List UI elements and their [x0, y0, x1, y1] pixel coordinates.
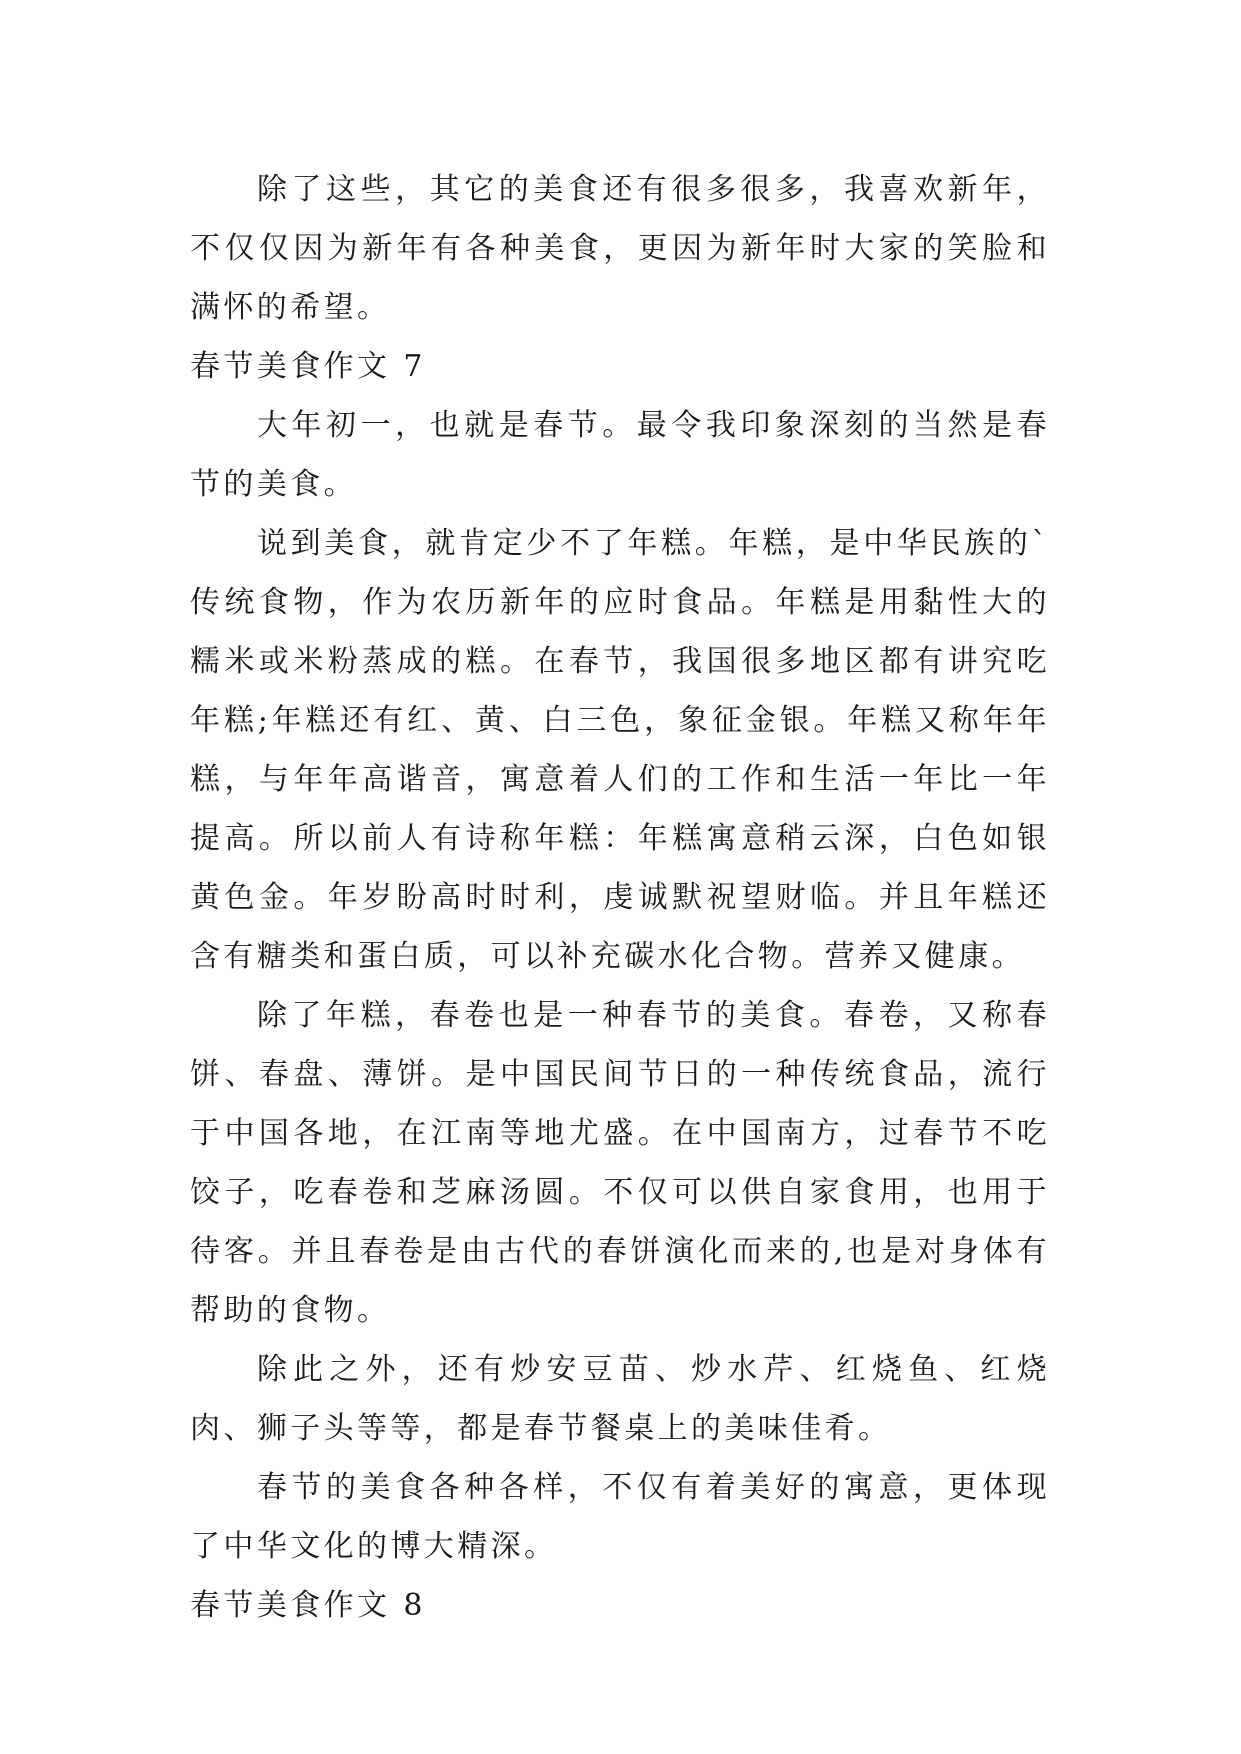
paragraph-conclusion: 春节的美食各种各样，不仅有着美好的寓意，更体现了中华文化的博大精深。 [190, 1470, 1050, 1564]
essay-heading-7: 春节美食作文 7 [190, 349, 426, 384]
paragraph-other-dishes: 除此之外，还有炒安豆苗、炒水芹、红烧鱼、红烧肉、狮子头等等，都是春节餐桌上的美味佳肴。 [190, 1352, 1050, 1446]
essay-heading-8: 春节美食作文 8 [190, 1588, 426, 1623]
paragraph-closing-previous: 除了这些，其它的美食还有很多很多，我喜欢新年，不仅仅因为新年有各种美食，更因为新年时大家的笑脸和满怀的希望。 [190, 172, 1050, 325]
paragraph-intro: 大年初一，也就是春节。最令我印象深刻的当然是春节的美食。 [190, 408, 1050, 502]
essay-text [190, 160, 1050, 1635]
paragraph-niangao: 说到美食，就肯定少不了年糕。年糕，是中华民族的`传统食物，作为农历新年的应时食品。年糕是用黏性大的糯米或米粉蒸成的糕。在春节，我国很多地区都有讲究吃年糕;年糕还有红、黄、白三色，象征金银。年糕又称年年糕，与年年高谐音，寓意着人们的工作和生活一年比一年提高。所以前人有诗称年糕：年糕寓意稍云深，白色如银黄色金。年岁盼高时时利，虔诚默祝望财临。并且年糕还含有糖类和蛋白质，可以补充碳水化合物。营养又健康。 [190, 526, 1050, 974]
paragraph-chunjuan: 除了年糕，春卷也是一种春节的美食。春卷，又称春饼、春盘、薄饼。是中国民间节日的一种传统食品，流行于中国各地，在江南等地尤盛。在中国南方，过春节不吃饺子，吃春卷和芝麻汤圆。不仅可以供自家食用，也用于待客。并且春卷是由古代的春饼演化而来的,也是对身体有帮助的食物。 [190, 998, 1050, 1328]
